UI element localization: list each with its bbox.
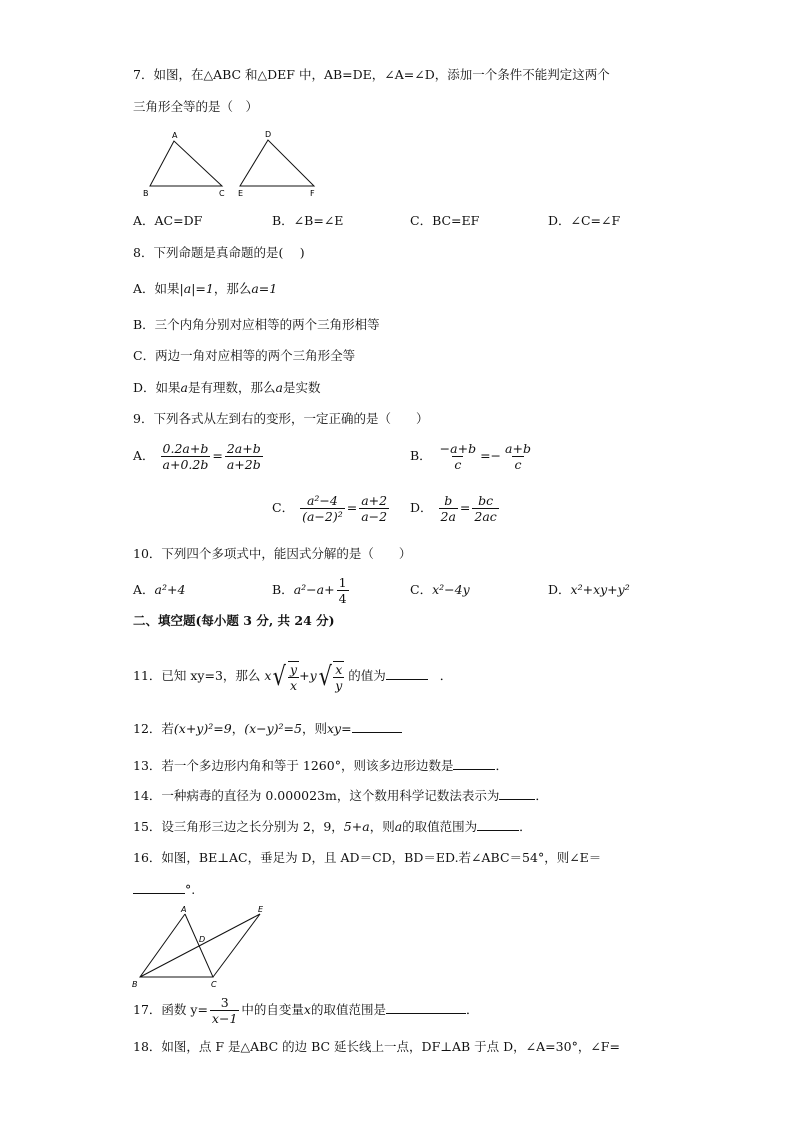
q8-d-prefix: D．如果 [133, 380, 181, 395]
q8-a-mid: ，那么 [213, 281, 252, 296]
q10-d-expr: x²+xy+y² [570, 582, 630, 597]
q10-b-expr: a²−a+ [293, 582, 335, 597]
q9-c-n2: a+2 [361, 493, 388, 508]
q15 [133, 818, 532, 836]
q18-line1: 18．如图，点 F 是△ABC 的边 BC 延长线上一点，DF⊥AB 于点 D，∠A=30°，∠F= [133, 1039, 620, 1054]
q10-option-a [133, 573, 185, 607]
q7-option-c: C．BC=EF [410, 213, 480, 228]
q7-triangle-figure [138, 128, 338, 200]
q9-a-n1: 0.2a+b [162, 441, 209, 456]
q16-triangle [140, 914, 213, 977]
q9-d-label: D． [410, 500, 433, 515]
fig-label-f: F [310, 189, 315, 198]
q8-option-c: C．两边一角对应相等的两个三角形全等 [133, 348, 356, 363]
q15-post: 的取值范围为 [402, 819, 478, 834]
q10-option-c [410, 573, 470, 607]
q9-a-n2: 2a+b [226, 441, 261, 456]
q17-num: 3 [220, 995, 229, 1010]
triangle-def [240, 140, 314, 186]
q9-c-label: C． [272, 500, 295, 515]
q12 [133, 720, 402, 738]
q11-x1: x [264, 668, 272, 683]
q17-blank[interactable] [386, 1001, 466, 1014]
q17-post: 的取值范围是 [310, 1002, 386, 1017]
q11-plus: + [299, 668, 310, 683]
q13 [133, 757, 508, 775]
q10-c-label: C． [410, 582, 433, 597]
q10-option-b [272, 573, 351, 607]
q10-b-frac [337, 575, 349, 606]
q11-x2: y [309, 668, 317, 683]
fig-label-e: E [238, 189, 244, 198]
q8-d-var1: a [180, 380, 188, 395]
q9-c-d2: a−2 [361, 509, 388, 524]
section-2-heading: 二、填空题(每小题 3 分, 共 24 分) [133, 613, 335, 628]
q9-b-frac2 [503, 441, 533, 472]
q11-sqrt1: √ $\frac{y}{x}$ [273, 661, 298, 693]
q9-option-a: A． $\frac{0.2a+b}{a+0.2b}$ = $\frac{2a+b}{a+2b}$ [133, 441, 261, 472]
q10-option-d [548, 573, 630, 607]
q8-d-mid: 是有理数，那么 [187, 380, 276, 395]
q11-blank[interactable] [386, 667, 428, 680]
q7-line1: 7．如图，在△ABC 和△DEF 中，AB=DE，∠A=∠D，添加一个条件不能判定这两个 [133, 67, 610, 82]
q9-d-n1: b [444, 493, 453, 508]
q10-b-label: B． [272, 582, 294, 597]
q12-pre: 12．若 [133, 721, 174, 736]
q9-a-frac2 [225, 441, 263, 472]
q15-blank[interactable] [477, 818, 519, 831]
q9-a-frac1 [161, 441, 211, 472]
q14-blank[interactable] [499, 787, 535, 800]
q13-blank[interactable] [453, 757, 495, 770]
q17 [133, 992, 479, 1028]
q15-var: a [394, 819, 403, 834]
q16-label-e: E [258, 905, 264, 914]
q11 [133, 656, 452, 696]
q11-r2d: y [335, 677, 343, 693]
q9-option-c: C． $\frac{\text{a²−4}}{\text{(a−2)²}}$ = $\frac{a+2}{a-2}$ [272, 493, 388, 524]
q16-label-c: C [211, 980, 217, 989]
q9-b-d2: c [514, 457, 522, 472]
q9-a-label: A． [133, 448, 155, 463]
q12-e1: (x+y)²=9 [173, 721, 232, 736]
q10-stem: 10．下列四个多项式中，能因式分解的是（ ） [133, 546, 412, 561]
q9-c-n1: a²−4 [306, 493, 338, 508]
q9-b-d1: c [454, 457, 462, 472]
q8-option-b: B．三个内角分别对应相等的两个三角形相等 [133, 317, 380, 332]
q13-end: ． [495, 758, 508, 773]
q9-d-frac1 [439, 493, 458, 524]
q16-label-d: D [199, 935, 206, 944]
q14 [133, 787, 548, 805]
q17-mid: 中的自变量 [241, 1002, 304, 1017]
q13-text: 13．若一个多边形内角和等于 1260°，则该多边形边数是 [133, 758, 454, 773]
q14-end: ． [535, 788, 548, 803]
q9-d-frac2 [472, 493, 498, 524]
triangle-abc [150, 141, 222, 186]
q7-option-d: D．∠C=∠F [548, 213, 621, 228]
q10-b-num: 1 [338, 575, 347, 590]
q9-d-n2: bc [478, 493, 494, 508]
fig-label-b: B [143, 189, 149, 198]
q9-b-n2: a+b [505, 441, 531, 456]
fig-label-d: D [265, 130, 272, 139]
q16-figure [128, 903, 278, 993]
q10-a-expr: a²+4 [154, 582, 186, 597]
q17-frac [210, 995, 239, 1026]
q9-b-frac1 [438, 441, 478, 472]
q16-label-a: A [181, 905, 187, 914]
q11-pre: 11．已知 xy=3，那么 [133, 668, 261, 683]
q9-b-n1: −a+b [439, 441, 477, 456]
q16-degree: °. [185, 882, 196, 897]
q8-d-var2: a [275, 380, 283, 395]
q11-r1n: y [290, 661, 298, 677]
q9-c-d1: (a−2)² [302, 509, 343, 524]
q7-option-a: A．AC=DF [133, 213, 203, 228]
q9-option-b [410, 438, 535, 474]
q9-b-label: B． [410, 448, 432, 463]
q12-mid: ，则 [301, 721, 327, 736]
q10-b-den: 4 [338, 591, 347, 606]
q12-blank[interactable] [352, 720, 402, 733]
q11-post: 的值为 [348, 668, 386, 683]
q15-expr: 5+a [343, 819, 370, 834]
q12-sep: ， [231, 721, 245, 736]
q14-text: 14．一种病毒的直径为 0.000023m，这个数用科学记数法表示为 [133, 788, 500, 803]
q16-line2 [133, 881, 195, 899]
q12-e3: xy= [327, 721, 352, 736]
q8-a-prefix: A．如果 [133, 281, 180, 296]
q9-a-d2: a+2b [226, 457, 261, 472]
q15-end: ． [519, 819, 532, 834]
q8-a-tail: a=1 [251, 281, 278, 296]
q8-stem: 8．下列命题是真命题的是( ) [133, 245, 305, 260]
q7-line2: 三角形全等的是（ ） [133, 99, 259, 114]
q11-r2n: x [335, 661, 343, 677]
q8-option-d [133, 379, 320, 397]
q16-line1: 16．如图，BE⊥AC，垂足为 D，且 AD＝CD，BD＝ED.若∠ABC＝54°，则∠E＝ [133, 850, 602, 865]
q9-b-eq: =− [480, 448, 502, 463]
q9-option-d: D． $\frac{b}{2a}$ = $\frac{bc}{2ac}$ [410, 493, 497, 524]
q9-d-d1: 2a [440, 509, 456, 524]
q17-den: x−1 [211, 1011, 238, 1026]
q9-d-d2: 2ac [474, 509, 497, 524]
fig-label-c: C [219, 189, 225, 198]
q10-a-label: A． [133, 582, 155, 597]
q17-pre: 17．函数 y= [133, 1002, 208, 1017]
q9-c-frac1 [300, 493, 345, 524]
q16-blank[interactable] [133, 881, 185, 894]
q11-sqrt2: √ $\frac{x}{y}$ [318, 661, 343, 693]
q17-var: x [303, 1002, 311, 1017]
q12-e2: (x−y)²=5 [244, 721, 302, 736]
q8-a-abs: |a|=1 [179, 281, 214, 296]
q15-mid: ，则 [369, 819, 395, 834]
q9-c-frac2 [359, 493, 389, 524]
q15-pre: 15．设三角形三边之长分别为 2，9， [133, 819, 344, 834]
q9-stem: 9．下列各式从左到右的变形，一定正确的是（ ） [133, 411, 429, 426]
q11-end: ． [439, 668, 453, 683]
fig-label-a: A [172, 131, 178, 140]
q16-line-ec [213, 914, 260, 977]
q16-line-be [140, 914, 260, 977]
q10-c-expr: x²−4y [432, 582, 470, 597]
q11-r1d: x [290, 677, 298, 693]
q17-end: ． [466, 1002, 479, 1017]
q9-a-d1: a+0.2b [162, 457, 209, 472]
q16-label-b: B [132, 980, 138, 989]
q8-option-a [133, 280, 277, 298]
q8-d-tail: 是实数 [282, 380, 321, 395]
q10-d-label: D． [548, 582, 571, 597]
q7-option-b: B．∠B=∠E [272, 213, 344, 228]
